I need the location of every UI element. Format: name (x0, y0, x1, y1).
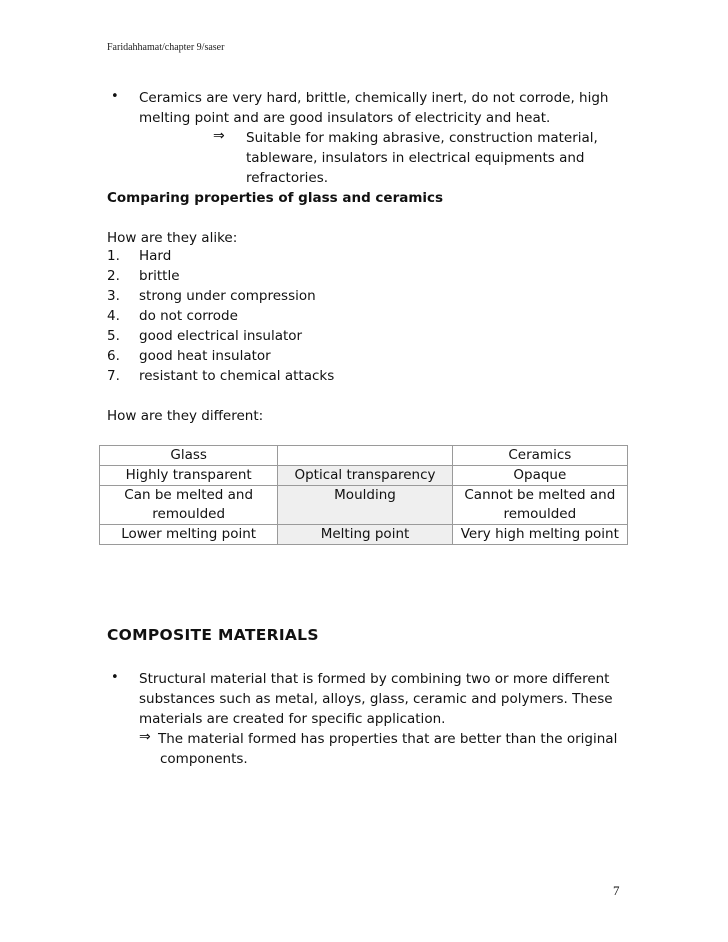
table-cell-property: Optical transparency (278, 466, 452, 486)
composite-line-2: substances such as metal, alloys, glass, ceramic and polymers. These (139, 691, 613, 707)
composite-line-1: Structural material that is formed by combining two or more different (139, 671, 610, 687)
table-cell-property: Moulding (278, 486, 452, 525)
list-item-number: 1. (107, 248, 120, 264)
list-item-number: 3. (107, 288, 120, 304)
ceramics-line-1: Ceramics are very hard, brittle, chemically inert, do not corrode, high (139, 90, 609, 106)
table-cell-glass: Lower melting point (100, 525, 278, 545)
comparison-table (99, 445, 628, 545)
section-heading-composite: COMPOSITE MATERIALS (107, 626, 319, 644)
ceramics-sub-line-1: Suitable for making abrasive, construction material, (246, 130, 598, 146)
list-item: good electrical insulator (139, 328, 303, 344)
list-item: good heat insulator (139, 348, 271, 364)
list-item-number: 5. (107, 328, 120, 344)
list-item-number: 6. (107, 348, 120, 364)
bullet-icon: • (111, 670, 119, 685)
implies-arrow-icon: ⇒ (213, 128, 225, 144)
comparing-heading: Comparing properties of glass and ceramics (107, 190, 444, 206)
composite-sub-line-1: The material formed has properties that are better than the original (158, 731, 618, 747)
table-cell-ceramics: Cannot be melted and remoulded (452, 486, 627, 525)
ceramics-sub-line-2: tableware, insulators in electrical equipments and (246, 150, 585, 166)
list-item-number: 2. (107, 268, 120, 284)
ceramics-sub-line-3: refractories. (246, 170, 329, 186)
table-cell-glass: Can be melted and remoulded (100, 486, 278, 525)
page-number: 7 (613, 883, 620, 898)
list-item-number: 7. (107, 368, 120, 384)
table-header-ceramics: Ceramics (452, 446, 627, 466)
table-cell-ceramics: Very high melting point (452, 525, 627, 545)
implies-arrow-icon: ⇒ (139, 729, 151, 745)
table-header-property (278, 446, 452, 466)
list-item-number: 4. (107, 308, 120, 324)
table-cell-ceramics: Opaque (452, 466, 627, 486)
list-item: Hard (139, 248, 172, 264)
table-row (100, 486, 628, 525)
list-item: do not corrode (139, 308, 238, 324)
composite-sub-line-2: components. (160, 751, 248, 767)
list-item: brittle (139, 268, 180, 284)
table-cell-glass: Highly transparent (100, 466, 278, 486)
bullet-icon: • (111, 89, 119, 104)
composite-line-3: materials are created for specific application. (139, 711, 446, 727)
ceramics-line-2: melting point and are good insulators of electricity and heat. (139, 110, 551, 126)
table-row (100, 525, 628, 545)
table-row (100, 466, 628, 486)
table-header-glass: Glass (100, 446, 278, 466)
different-heading: How are they different: (107, 408, 264, 424)
list-item: strong under compression (139, 288, 316, 304)
table-header-row (100, 446, 628, 466)
list-item: resistant to chemical attacks (139, 368, 335, 384)
page-header: Faridahhamat/chapter 9/saser (107, 42, 225, 53)
table-cell-property: Melting point (278, 525, 452, 545)
alike-heading: How are they alike: (107, 230, 238, 246)
